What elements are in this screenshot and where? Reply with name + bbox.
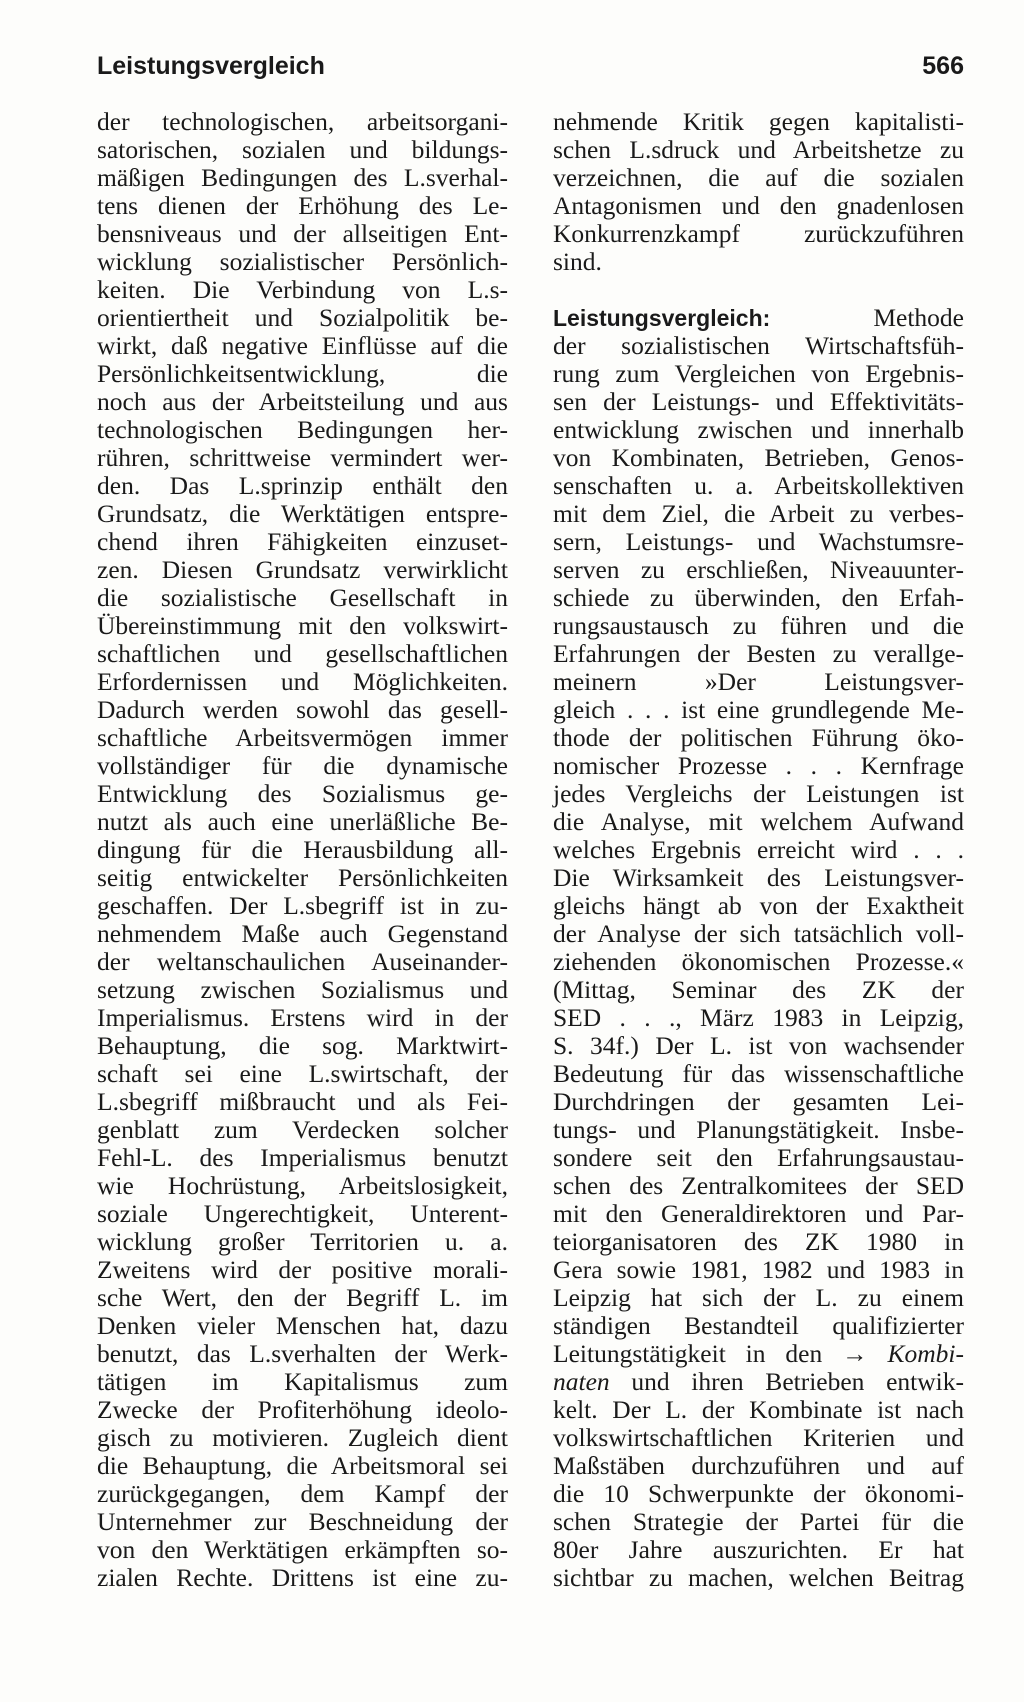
text-line: Antagonismen und den gnadenlosen — [553, 191, 964, 220]
text-line: nehmende Kritik gegen kapitalisti- — [553, 107, 964, 136]
text-line: orientiertheit und Sozialpolitik be- — [97, 303, 508, 332]
text-line: den. Das L.sprinzip enthält den — [97, 471, 508, 500]
crossref-kombinaten-link-continued[interactable]: naten — [553, 1367, 610, 1396]
text-line: tätigen im Kapitalismus zum — [97, 1367, 508, 1396]
text-line: satorischen, sozialen und bildungs- — [97, 135, 508, 164]
text-line: sche Wert, den der Begriff L. im — [97, 1283, 508, 1312]
text-line: wirkt, daß negative Einflüsse auf die — [97, 331, 508, 360]
entry-keyword: Leistungsvergleich: — [553, 305, 771, 331]
text-line: senschaften u. a. Arbeitskollektiven — [553, 471, 964, 500]
text-line: schen L.sdruck und Arbeitshetze zu — [553, 135, 964, 164]
text-line: welches Ergebnis erreicht wird . . . — [553, 835, 964, 864]
text-line: nomischer Prozesse . . . Kernfrage — [553, 751, 964, 780]
crossref-suffix: und ihren Betrieben entwik- — [609, 1367, 964, 1396]
text-line: mäßigen Bedingungen des L.sverhal- — [97, 163, 508, 192]
text-line: die sozialistische Gesellschaft in — [97, 583, 508, 612]
text-line: gleichs hängt ab von der Exaktheit — [553, 891, 964, 920]
text-line: S. 34f.) Der L. ist von wachsender — [553, 1031, 964, 1060]
entry-body-part-2 — [553, 1396, 964, 1592]
text-line: jedes Vergleichs der Leistungen ist — [553, 779, 964, 808]
text-line: Die Wirksamkeit des Leistungsver- — [553, 863, 964, 892]
entry-separator — [553, 276, 964, 304]
text-line: sondere seit den Erfahrungsaustau- — [553, 1143, 964, 1172]
text-line: 80er Jahre auszurichten. Er hat — [553, 1535, 964, 1564]
text-line: benutzt, das L.sverhalten der Werk- — [97, 1339, 508, 1368]
running-head-title: Leistungsvergleich — [97, 52, 325, 80]
text-line: keiten. Die Verbindung von L.s- — [97, 275, 508, 304]
text-line: die Behauptung, die Arbeitsmoral sei — [97, 1451, 508, 1480]
right-text-column — [553, 108, 964, 1592]
text-line: Leipzig hat sich der L. zu einem — [553, 1283, 964, 1312]
text-line: noch aus der Arbeitsteilung und aus — [97, 387, 508, 416]
text-line: meinern »Der Leistungsver- — [553, 667, 964, 696]
text-line: Persönlichkeitsentwicklung, die — [97, 359, 508, 388]
text-line: Konkurrenzkampf zurückzuführen — [553, 219, 964, 248]
text-line: zurückgegangen, dem Kampf der — [97, 1479, 508, 1508]
text-line: sen der Leistungs- und Effektivitäts- — [553, 387, 964, 416]
text-line: Grundsatz, die Werktätigen entspre- — [97, 499, 508, 528]
text-line: chend ihren Fähigkeiten einzuset- — [97, 527, 508, 556]
page-number: 566 — [922, 52, 964, 80]
text-line: mit dem Ziel, die Arbeit zu verbes- — [553, 499, 964, 528]
previous-entry-continuation — [553, 108, 964, 276]
text-line: schiede zu überwinden, den Erfah- — [553, 583, 964, 612]
text-line: schaft sei eine L.swirtschaft, der — [97, 1059, 508, 1088]
text-line: thode der politischen Führung öko- — [553, 723, 964, 752]
text-line: Bedeutung für das wissenschaftliche — [553, 1059, 964, 1088]
text-line: Gera sowie 1981, 1982 und 1983 in — [553, 1255, 964, 1284]
text-line: Dadurch werden sowohl das gesell- — [97, 695, 508, 724]
text-line: mit den Generaldirektoren und Par- — [553, 1199, 964, 1228]
text-line: Unternehmer zur Beschneidung der — [97, 1507, 508, 1536]
entry-first-line-text: Methode — [873, 303, 964, 332]
text-line: zialen Rechte. Drittens ist eine zu- — [97, 1563, 508, 1592]
left-text-column — [97, 108, 508, 1592]
crossref-prefix: Leitungstätigkeit in den → — [553, 1339, 888, 1368]
text-line: Zweitens wird der positive morali- — [97, 1255, 508, 1284]
text-line: serven zu erschließen, Niveauunter- — [553, 555, 964, 584]
text-line: (Mittag, Seminar des ZK der — [553, 975, 964, 1004]
text-line: Durchdringen der gesamten Lei- — [553, 1087, 964, 1116]
text-line: zen. Diesen Grundsatz verwirklicht — [97, 555, 508, 584]
text-line: schaftliche Arbeitsvermögen immer — [97, 723, 508, 752]
crossref-line — [553, 1340, 964, 1368]
text-line: Zwecke der Profiterhöhung ideolo- — [97, 1395, 508, 1424]
text-line: von Kombinaten, Betrieben, Genos- — [553, 443, 964, 472]
text-line: tungs- und Planungstätigkeit. Insbe- — [553, 1115, 964, 1144]
text-line: der Analyse der sich tatsächlich voll- — [553, 919, 964, 948]
text-line: ständigen Bestandteil qualifizierter — [553, 1311, 964, 1340]
text-line: seitig entwickelter Persönlichkeiten — [97, 863, 508, 892]
text-line: gisch zu motivieren. Zugleich dient — [97, 1423, 508, 1452]
crossref-kombinaten-link[interactable]: Kombi- — [887, 1339, 964, 1368]
text-line: L.sbegriff mißbraucht und als Fei- — [97, 1087, 508, 1116]
text-line: Entwicklung des Sozialismus ge- — [97, 779, 508, 808]
text-line: wicklung sozialistischer Persönlich- — [97, 247, 508, 276]
text-line: sern, Leistungs- und Wachstumsre- — [553, 527, 964, 556]
text-line: Fehl-L. des Imperialismus benutzt — [97, 1143, 508, 1172]
text-line: rungsaustausch zu führen und die — [553, 611, 964, 640]
text-line: Übereinstimmung mit den volkswirt- — [97, 611, 508, 640]
text-line: tens dienen der Erhöhung des Le- — [97, 191, 508, 220]
text-line: SED . . ., März 1983 in Leipzig, — [553, 1003, 964, 1032]
text-line: die Analyse, mit welchem Aufwand — [553, 807, 964, 836]
text-line: die 10 Schwerpunkte der ökonomi- — [553, 1479, 964, 1508]
text-line: vollständiger für die dynamische — [97, 751, 508, 780]
text-line: bensniveaus und der allseitigen Ent- — [97, 219, 508, 248]
text-line: geschaffen. Der L.sbegriff ist in zu- — [97, 891, 508, 920]
text-line: Maßstäben durchzuführen und auf — [553, 1451, 964, 1480]
text-line: soziale Ungerechtigkeit, Unterent- — [97, 1199, 508, 1228]
text-line: der weltanschaulichen Auseinander- — [97, 947, 508, 976]
text-line: setzung zwischen Sozialismus und — [97, 975, 508, 1004]
text-line: teiorganisatoren des ZK 1980 in — [553, 1227, 964, 1256]
text-line: genblatt zum Verdecken solcher — [97, 1115, 508, 1144]
text-line: schen des Zentralkomitees der SED — [553, 1171, 964, 1200]
text-line: ziehenden ökonomischen Prozesse.« — [553, 947, 964, 976]
text-line: schen Strategie der Partei für die — [553, 1507, 964, 1536]
text-line: rung zum Vergleichen von Ergebnis- — [553, 359, 964, 388]
text-line: volkswirtschaftlichen Kriterien und — [553, 1423, 964, 1452]
text-line: kelt. Der L. der Kombinate ist nach — [553, 1395, 964, 1424]
text-line: technologischen Bedingungen her- — [97, 415, 508, 444]
text-line: gleich . . . ist eine grundlegende Me- — [553, 695, 964, 724]
text-line: Denken vieler Menschen hat, dazu — [97, 1311, 508, 1340]
text-line: sind. — [553, 247, 602, 276]
entry-headline — [553, 304, 964, 332]
text-line: rühren, schrittweise vermindert wer- — [97, 443, 508, 472]
text-line: Erfahrungen der Besten zu verallge- — [553, 639, 964, 668]
crossref-line-continued — [553, 1368, 964, 1396]
text-line: von den Werktätigen erkämpften so- — [97, 1535, 508, 1564]
text-line: schaftlichen und gesellschaftlichen — [97, 639, 508, 668]
text-line: wicklung großer Territorien u. a. — [97, 1227, 508, 1256]
text-line: entwicklung zwischen und innerhalb — [553, 415, 964, 444]
text-line: nehmendem Maße auch Gegenstand — [97, 919, 508, 948]
text-line: dingung für die Herausbildung all- — [97, 835, 508, 864]
text-line: sichtbar zu machen, welchen Beitrag — [553, 1563, 964, 1592]
text-line: der technologischen, arbeitsorgani- — [97, 107, 508, 136]
text-line: wie Hochrüstung, Arbeitslosigkeit, — [97, 1171, 508, 1200]
entry-body-part-1 — [553, 332, 964, 1340]
text-line: Behauptung, die sog. Marktwirt- — [97, 1031, 508, 1060]
text-line: Erfordernissen und Möglichkeiten. — [97, 667, 508, 696]
running-head — [97, 52, 964, 88]
text-line: der sozialistischen Wirtschaftsfüh- — [553, 331, 964, 360]
text-line: verzeichnen, die auf die sozialen — [553, 163, 964, 192]
text-line: nutzt als auch eine unerläßliche Be- — [97, 807, 508, 836]
text-line: Imperialismus. Erstens wird in der — [97, 1003, 508, 1032]
